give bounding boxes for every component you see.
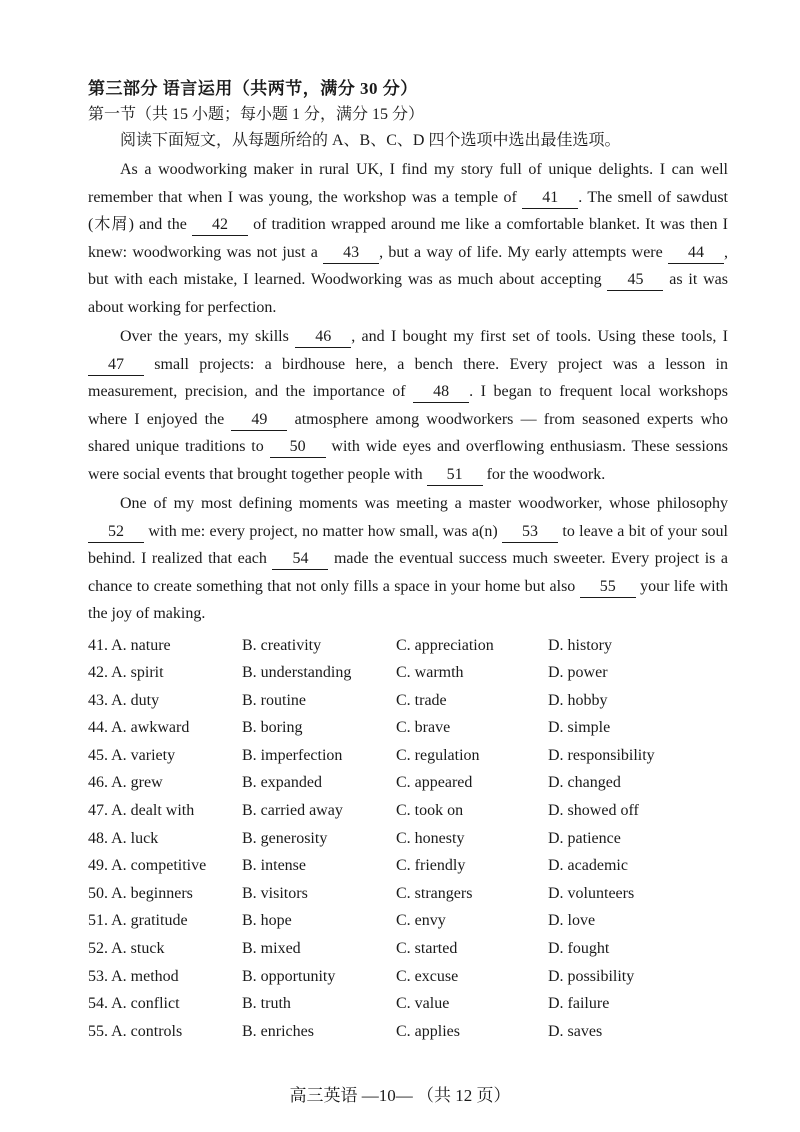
option-c: C. brave <box>396 719 451 737</box>
option-row <box>88 769 728 797</box>
option-a <box>88 880 242 908</box>
option-a-text: A. nature <box>111 636 171 654</box>
option-d: D. possibility <box>548 967 635 985</box>
option-a <box>88 825 242 853</box>
option-a-text: A. dealt with <box>111 802 195 820</box>
option-row <box>88 632 728 660</box>
option-d: D. hobby <box>548 691 608 709</box>
answer-blank: 50 <box>270 437 326 458</box>
passage-text: atmosphere among woodworkers — from seasoned experts who shared unique traditions to <box>88 410 728 455</box>
question-number: 43. <box>88 691 112 709</box>
exam-page <box>88 76 728 1045</box>
passage-text: made the eventual success much sweeter. Every project is a chance to create something that not only fills a space in your home but also <box>88 550 729 595</box>
option-d: D. love <box>548 912 596 930</box>
answer-blank: 46 <box>295 327 351 348</box>
passage-text: your life with the joy of making. <box>88 577 729 622</box>
option-row <box>88 742 728 770</box>
option-d: D. simple <box>548 719 611 737</box>
option-row <box>88 935 728 963</box>
option-b: B. expanded <box>242 774 322 792</box>
option-row <box>88 880 728 908</box>
passage-text: One of my most defining moments was meeting a master woodworker, whose philosophy <box>120 495 728 512</box>
answer-blank: 45 <box>607 270 663 291</box>
option-d: D. fought <box>548 940 610 958</box>
passage-text: with wide eyes and overflowing enthusiasm. These sessions were social events that brought together people with <box>88 438 728 483</box>
option-a-text: A. luck <box>111 829 159 847</box>
option-a <box>88 687 242 715</box>
option-c: C. trade <box>396 691 447 709</box>
passage-text: , but a way of life. My early attempts were <box>379 243 668 261</box>
option-a <box>88 852 242 880</box>
option-a <box>88 1018 242 1046</box>
instruction: 阅读下面短文，从每题所给的 A、B、C、D 四个选项中选出最佳选项。 <box>120 132 621 149</box>
option-a <box>88 742 242 770</box>
question-number: 49. <box>88 857 112 875</box>
option-a <box>88 990 242 1018</box>
option-b: B. carried away <box>242 802 343 820</box>
option-b: B. boring <box>242 719 303 737</box>
option-row <box>88 963 728 991</box>
option-a <box>88 769 242 797</box>
option-row <box>88 852 728 880</box>
option-b: B. opportunity <box>242 967 336 985</box>
option-c: C. excuse <box>396 967 459 985</box>
passage-text: . I began to frequent local workshops where I enjoyed the <box>88 383 729 428</box>
passage-paragraph <box>88 323 728 488</box>
passage-paragraph <box>88 490 728 628</box>
option-a <box>88 714 242 742</box>
question-number: 52. <box>88 940 112 958</box>
option-a-text: A. method <box>111 967 179 985</box>
passage-text: Over the years, my skills <box>120 328 296 345</box>
question-number: 44. <box>88 719 112 737</box>
passage-text: , and I bought my first set of tools. Using these tools, I <box>351 328 729 345</box>
option-c: C. envy <box>396 912 446 930</box>
answer-blank: 43 <box>323 243 379 264</box>
passage-text: with me: every project, no matter how small, was a(n) <box>144 522 503 540</box>
option-c: C. strangers <box>396 884 473 902</box>
passage-text: of tradition wrapped around me like a comfortable blanket. It was then I knew: woodworking was not just a <box>88 216 728 261</box>
option-a-text: A. controls <box>111 1022 183 1040</box>
question-number: 48. <box>88 829 112 847</box>
option-a-text: A. conflict <box>111 995 180 1013</box>
answer-blank: 52 <box>88 522 144 543</box>
option-d: D. responsibility <box>548 746 655 764</box>
option-b: B. generosity <box>242 829 328 847</box>
option-c: C. appreciation <box>396 636 494 654</box>
option-b: B. intense <box>242 857 306 875</box>
question-number: 41. <box>88 636 112 654</box>
answer-blank: 49 <box>231 410 287 431</box>
answer-blank: 41 <box>522 188 578 209</box>
option-a <box>88 659 242 687</box>
option-b: B. enriches <box>242 1022 314 1040</box>
option-row <box>88 990 728 1018</box>
answer-blank: 48 <box>413 382 469 403</box>
part-title: 第三部分 语言运用（共两节，满分 30 分） <box>88 79 418 98</box>
option-d: D. changed <box>548 774 621 792</box>
option-c: C. regulation <box>396 746 480 764</box>
option-row <box>88 907 728 935</box>
option-b: B. visitors <box>242 884 308 902</box>
passage-text: as it was about working for perfection. <box>88 271 728 316</box>
page-footer: 高三英语 —10— （共 12 页） <box>289 1086 511 1105</box>
option-a-text: A. competitive <box>111 857 207 875</box>
option-a <box>88 632 242 660</box>
option-d: D. patience <box>548 829 621 847</box>
passage-text: As a woodworking maker in rural UK, I find my story full of unique delights. I can well remember that when I was young, the workshop was a temple of <box>88 161 728 206</box>
option-a <box>88 935 242 963</box>
option-b: B. imperfection <box>242 746 343 764</box>
passage-paragraph <box>88 156 728 321</box>
answer-blank: 54 <box>272 549 328 570</box>
question-number: 46. <box>88 774 112 792</box>
passage-text: for the woodwork. <box>482 465 606 483</box>
option-row <box>88 687 728 715</box>
option-c: C. appeared <box>396 774 473 792</box>
option-d: D. history <box>548 636 612 654</box>
answer-blank: 44 <box>668 243 724 264</box>
option-b: B. hope <box>242 912 292 930</box>
option-d: D. academic <box>548 857 628 875</box>
option-row <box>88 714 728 742</box>
answer-blank: 42 <box>192 215 248 236</box>
option-c: C. warmth <box>396 664 464 682</box>
question-number: 47. <box>88 802 112 820</box>
passage-text: . The smell of sawdust (木屑) and the <box>88 188 728 233</box>
option-c: C. applies <box>396 1022 460 1040</box>
option-a <box>88 797 242 825</box>
option-c: C. started <box>396 940 458 958</box>
option-a-text: A. spirit <box>111 664 164 682</box>
option-b: B. truth <box>242 995 291 1013</box>
passage-text: to leave a bit of your soul behind. I realized that each <box>88 522 729 567</box>
question-number: 54. <box>88 995 112 1013</box>
question-number: 45. <box>88 746 112 764</box>
passage-text: , but with each mistake, I learned. Woodworking was as much about accepting <box>88 243 728 288</box>
option-b: B. mixed <box>242 940 301 958</box>
option-c: C. value <box>396 995 450 1013</box>
option-a-text: A. grew <box>111 774 163 792</box>
option-c: C. honesty <box>396 829 465 847</box>
option-row <box>88 825 728 853</box>
option-a-text: A. beginners <box>111 884 193 902</box>
option-a-text: A. variety <box>111 746 176 764</box>
option-d: D. showed off <box>548 802 639 820</box>
answer-blank: 47 <box>88 355 144 376</box>
option-a <box>88 907 242 935</box>
question-number: 51. <box>88 912 112 930</box>
option-a-text: A. duty <box>111 691 160 709</box>
option-a <box>88 963 242 991</box>
option-d: D. saves <box>548 1022 603 1040</box>
option-b: B. creativity <box>242 636 322 654</box>
question-number: 53. <box>88 967 112 985</box>
option-row <box>88 1018 728 1046</box>
option-d: D. failure <box>548 995 610 1013</box>
option-row <box>88 797 728 825</box>
option-c: C. took on <box>396 802 464 820</box>
answer-blank: 51 <box>427 465 483 486</box>
option-d: D. power <box>548 664 608 682</box>
answer-blank: 55 <box>580 577 636 598</box>
option-d: D. volunteers <box>548 884 635 902</box>
option-c: C. friendly <box>396 857 466 875</box>
option-b: B. routine <box>242 691 306 709</box>
section-title: 第一节（共 15 小题；每小题 1 分，满分 15 分） <box>88 106 425 123</box>
passage-text: small projects: a birdhouse here, a bench there. Every project was a lesson in measurement, precision, and the importance of <box>88 355 728 400</box>
option-row <box>88 659 728 687</box>
question-number: 42. <box>88 664 112 682</box>
option-b: B. understanding <box>242 664 352 682</box>
question-number: 55. <box>88 1022 112 1040</box>
option-a-text: A. stuck <box>111 940 165 958</box>
option-a-text: A. awkward <box>111 719 190 737</box>
question-number: 50. <box>88 884 112 902</box>
option-a-text: A. gratitude <box>111 912 188 930</box>
passage <box>88 156 728 628</box>
options-list <box>88 632 728 1046</box>
answer-blank: 53 <box>502 522 558 543</box>
